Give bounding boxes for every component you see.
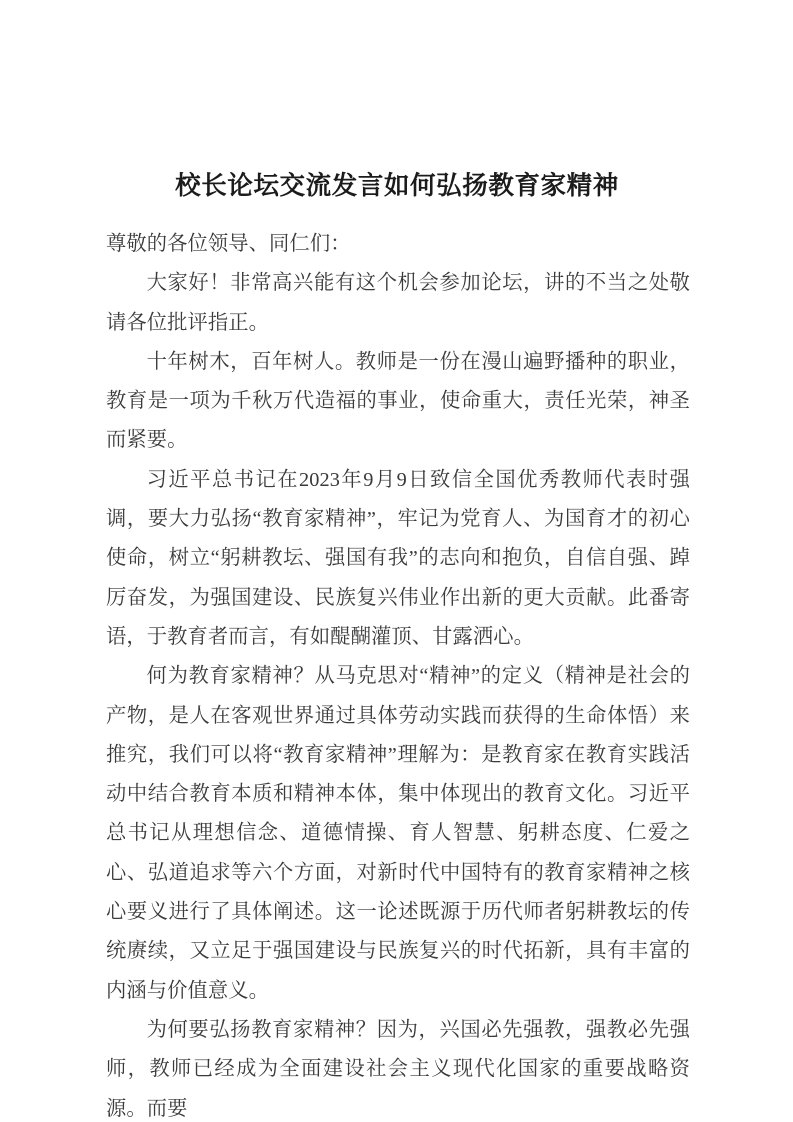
document-body bbox=[106, 225, 690, 1122]
paragraph-greeting: 大家好！非常高兴能有这个机会参加论坛，讲的不当之处敬请各位批评指正。 bbox=[106, 272, 690, 334]
paragraph-ten-years-trees: 十年树木，百年树人。教师是一份在漫山遍野播种的职业，教育是一项为千秋万代造福的事业，使命重大，责任光荣，神圣而紧要。 bbox=[106, 350, 690, 452]
page-title: 校长论坛交流发言如何弘扬教育家精神 bbox=[175, 172, 619, 201]
paragraph-salutation: 尊敬的各位领导、同仁们： bbox=[106, 233, 351, 255]
paragraph-what-is-educator-spirit: 何为教育家精神？从马克思对“精神”的定义（精神是社会的产物，是人在客观世界通过具体劳动实践而获得的生命体悟）来推究，我们可以将“教育家精神”理解为：是教育家在教育实践活动中结合教育本质和精神本体，集中体现出的教育文化。习近平总书记从理想信念、道德情操、育人智慧、躬耕态度、仁爱之心、弘道追求等六个方面，对新时代中国特有的教育家精神之核心要义进行了具体阐述。这一论述既源于历代师者躬耕教坛的传统赓续，又立足于强国建设与民族复兴的时代拓新，具有丰富的内涵与价值意义。 bbox=[106, 665, 690, 1002]
paragraph-xi-jinping-letter: 习近平总书记在2023年9月9日致信全国优秀教师代表时强调，要大力弘扬“教育家精神”，牢记为党育人、为国育才的初心使命，树立“躬耕教坛、强国有我”的志向和抱负，自信自强、踔厉奋发，为强国建设、民族复兴伟业作出新的更大贡献。此番寄语，于教育者而言，有如醍醐灌顶、甘露洒心。 bbox=[106, 468, 690, 648]
paragraph-why-promote-educator-spirit: 为何要弘扬教育家精神？因为，兴国必先强教，强教必先强师，教师已经成为全面建设社会主义现代化国家的重要战略资源。而要 bbox=[106, 1018, 690, 1120]
